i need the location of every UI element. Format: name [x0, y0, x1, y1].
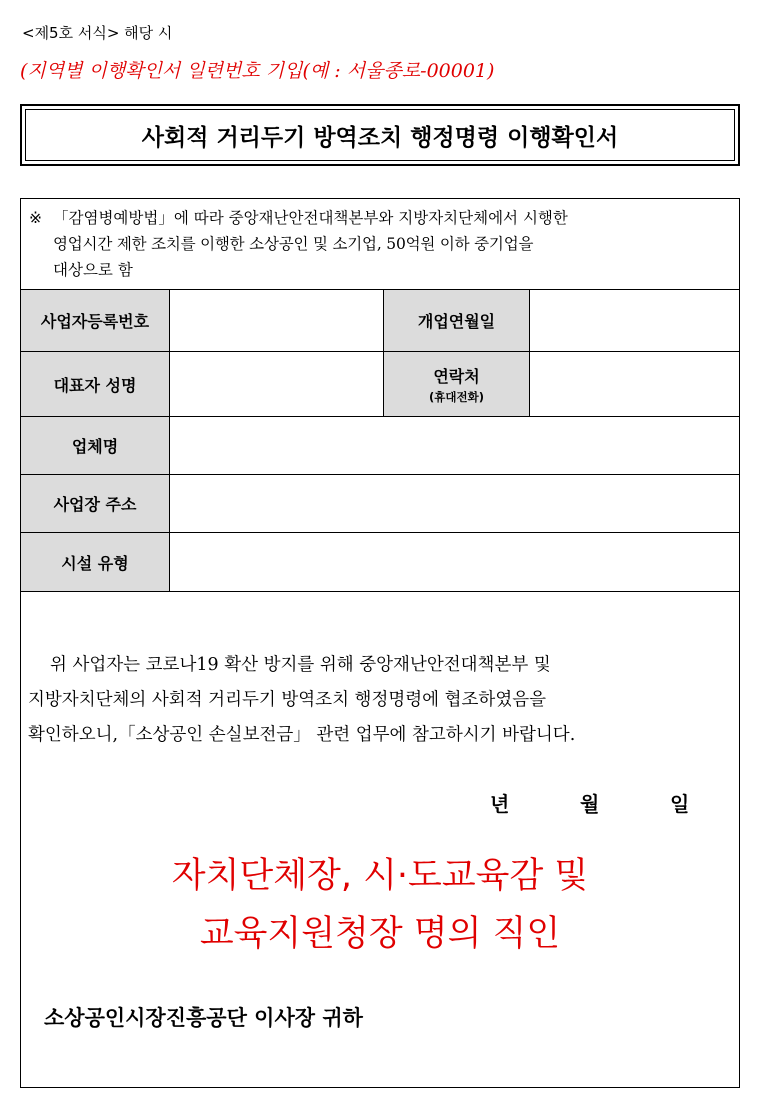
- signatory-line-1: 자치단체장, 시·도교육감 및: [171, 856, 589, 896]
- notice-line-2: 영업시간 제한 조치를 이행한 소상공인 및 소기업, 50억원 이하 중기업을: [53, 235, 534, 253]
- label-opening-date: 개업연월일: [383, 290, 530, 351]
- notice-line-3: 대상으로 함: [53, 261, 133, 279]
- statement-line-3: 확인하오니,「소상공인 손실보전금」 관련 업무에 참고하시기 바랍니다.: [28, 725, 576, 745]
- confirmation-statement: [28, 648, 733, 753]
- form-number: <제5호 서식> 해당 시: [22, 24, 173, 42]
- notice-line-1: 「감염병예방법」에 따라 중앙재난안전대책본부와 지방자치단체에서 시행한: [53, 209, 568, 227]
- date-month: 월: [580, 792, 600, 816]
- statement-line-2: 지방자치단체의 사회적 거리두기 방역조치 행정명령에 협조하였음을: [28, 690, 547, 710]
- eligibility-notice: [21, 199, 739, 289]
- date-day: 일: [670, 792, 690, 816]
- field-business-name[interactable]: [170, 417, 739, 474]
- row-facility-type: [21, 532, 739, 592]
- field-opening-date[interactable]: [529, 290, 739, 351]
- field-contact[interactable]: [529, 352, 739, 416]
- label-business-reg-no: 사업자등록번호: [21, 290, 170, 351]
- date-line: [490, 788, 689, 817]
- label-contact: 연락처 (휴대전화): [383, 352, 530, 416]
- signatory-line-2: 교육지원청장 명의 직인: [199, 914, 561, 954]
- label-representative-name: 대표자 성명: [21, 352, 170, 416]
- date-year: 년: [490, 792, 510, 816]
- field-business-reg-no[interactable]: [170, 290, 382, 351]
- field-facility-type[interactable]: [170, 533, 739, 591]
- row-business-name: [21, 416, 739, 474]
- row-business-reg: [21, 289, 739, 351]
- row-representative: [21, 351, 739, 416]
- field-representative-name[interactable]: [170, 352, 382, 416]
- reference-mark: ※: [29, 209, 42, 227]
- label-business-name: 업체명: [21, 417, 170, 474]
- row-business-address: [21, 474, 739, 532]
- serial-number-instruction: (지역별 이행확인서 일련번호 기입(예 : 서울종로-00001): [20, 60, 495, 82]
- label-business-address: 사업장 주소: [21, 475, 170, 532]
- title-box: [20, 104, 740, 166]
- field-business-address[interactable]: [170, 475, 739, 532]
- document-title: 사회적 거리두기 방역조치 행정명령 이행확인서: [25, 109, 735, 161]
- recipient: 소상공인시장진흥공단 이사장 귀하: [44, 1006, 363, 1030]
- label-facility-type: 시설 유형: [21, 533, 170, 591]
- statement-line-1: 위 사업자는 코로나19 확산 방지를 위해 중앙재난안전대책본부 및: [50, 655, 551, 675]
- label-contact-sub: (휴대전화): [429, 389, 484, 404]
